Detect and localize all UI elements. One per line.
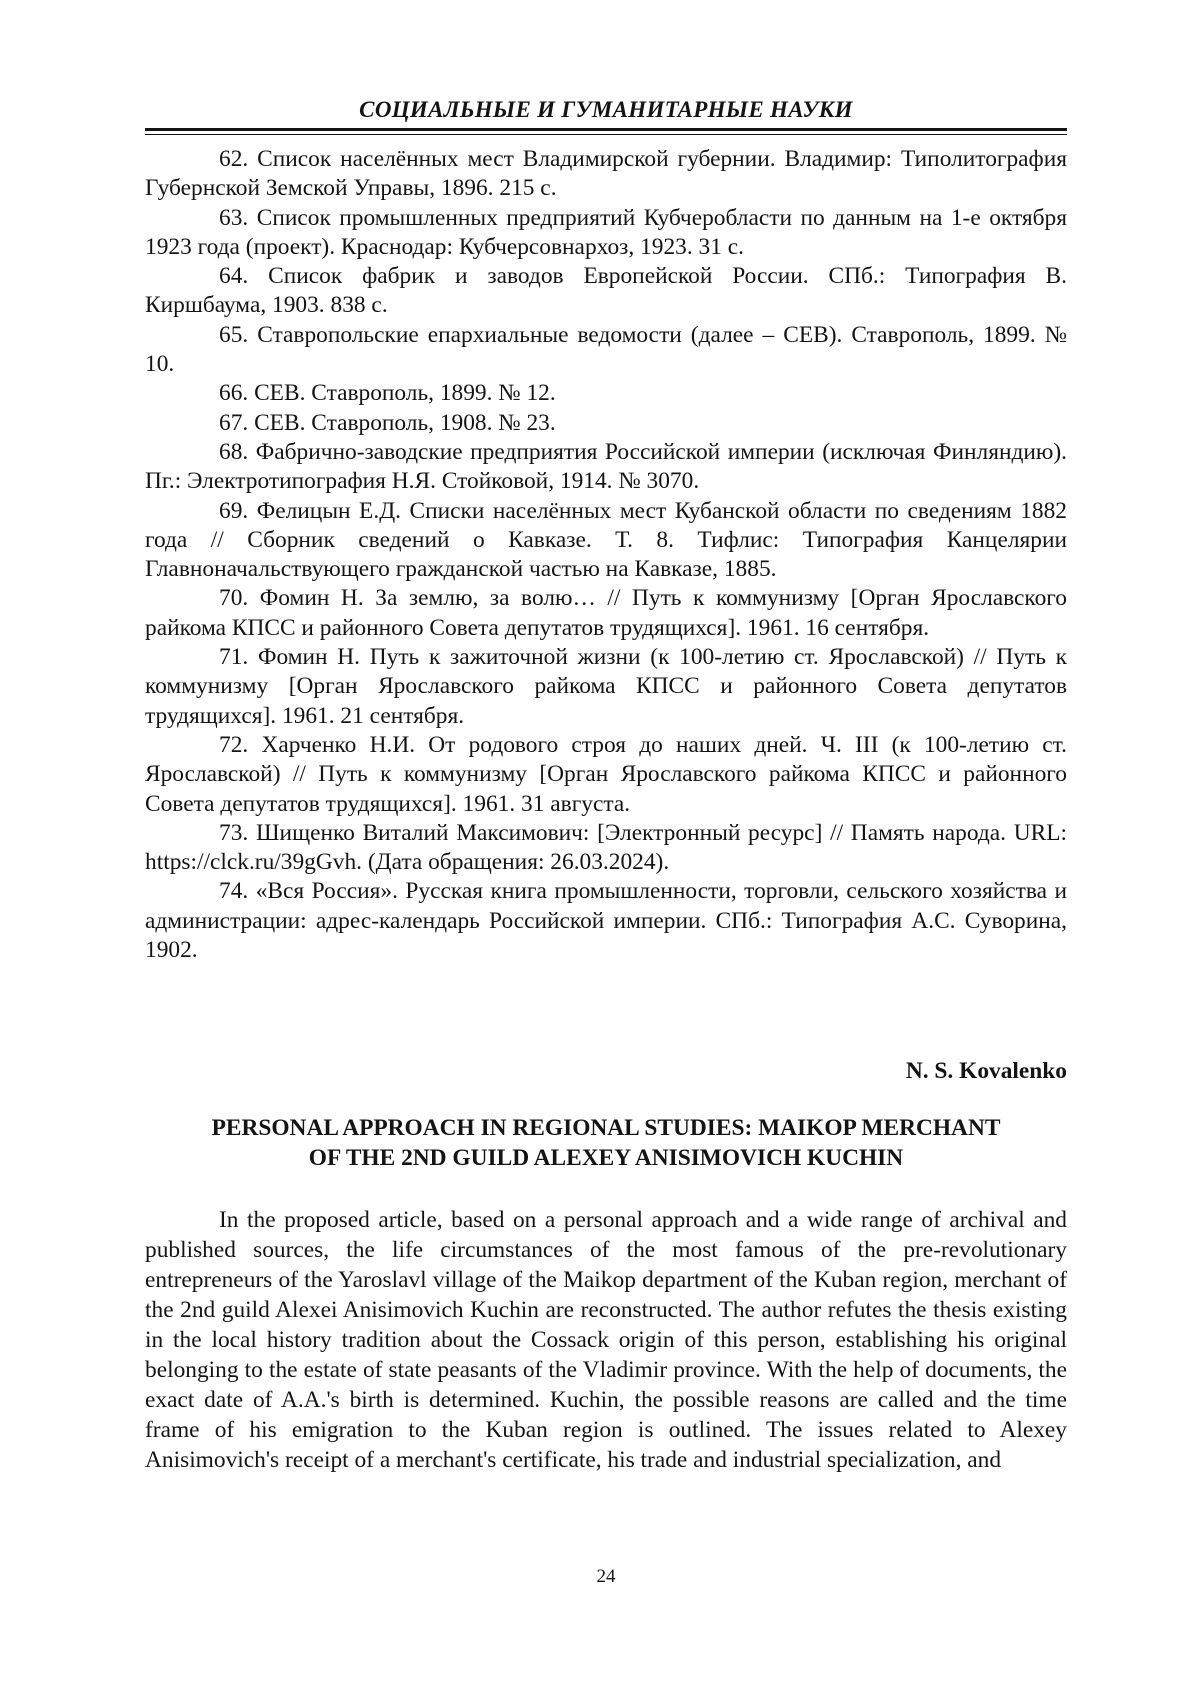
reference-item: 68. Фабрично-заводские предприятия Российской империи (исключая Финляндию). Пг.: Электротипография Н.Я. Стойковой, 1914. № 3070.: [145, 438, 1067, 495]
reference-item: 74. «Вся Россия». Русская книга промышленности, торговли, сельского хозяйства и администрации: адрес-календарь Российской империи. СПб.: Типография А.С. Суворина, 1902.: [145, 878, 1067, 964]
reference-item: 63. Список промышленных предприятий Кубчеробласти по данным на 1-е октября 1923 года (проект). Краснодар: Кубчерсовнархоз, 1923. 31 с.: [145, 204, 1067, 260]
article-abstract: In the proposed article, based on a personal approach and a wide range of archival and published sources, the life circumstances of the most famous of the pre-revolutionary entrepreneurs of the Yaroslavl village of the Maikop department of the Kuban region, merchant of the 2nd guild Alexei Anisimovich Kuchin are reconstructed. The author refutes the thesis existing in the local history tradition about the Cossack origin of this person, establishing his original belonging to the estate of state peasants of the Vladimir province. With the help of documents, the exact date of A.A.'s birth is determined. Kuchin, the possible reasons are called and the time frame of his emigration to the Kuban region is outlined. The issues related to Alexey Anisimovich's receipt of a merchant's certificate, his trade and industrial specialization, and: [145, 1207, 1067, 1473]
article-author: N. S. Kovalenko: [905, 1058, 1067, 1084]
running-head: СОЦИАЛЬНЫЕ И ГУМАНИТАРНЫЕ НАУКИ: [359, 97, 853, 122]
reference-item: 66. СЕВ. Ставрополь, 1899. № 12.: [219, 380, 556, 407]
reference-item: 72. Харченко Н.И. От родового строя до наших дней. Ч. III (к 100-летию ст. Ярославской) // Путь к коммунизму [Орган Ярославского райкома КПСС и районного Совета депутатов трудящихся]. 1961. 31 августа.: [145, 731, 1067, 817]
reference-item: 73. Шищенко Виталий Максимович: [Электронный ресурс] // Память народа. URL: https://clck.ru/39gGvh. (Дата обращения: 26.03.2024).: [145, 819, 1067, 876]
header-rule-thin: [145, 134, 1067, 135]
header-rule-thick: [145, 128, 1067, 131]
reference-item: 67. СЕВ. Ставрополь, 1908. № 23.: [219, 409, 556, 436]
reference-item: 64. Список фабрик и заводов Европейской России. СПб.: Типография В. Киршбаума, 1903. 838 с.: [145, 263, 1067, 319]
reference-list: [145, 145, 1067, 965]
reference-item: 71. Фомин Н. Путь к зажиточной жизни (к 100-летию ст. Ярославской) // Путь к коммунизму [Орган Ярославского райкома КПСС и районного Совета депутатов трудящихся]. 1961. 21 сентября.: [145, 644, 1067, 729]
reference-item: 62. Список населённых мест Владимирской губернии. Владимир: Типолитография Губернской Земской Управы, 1896. 215 с.: [145, 146, 1067, 202]
reference-item: 70. Фомин Н. За землю, за волю… // Путь к коммунизму [Орган Ярославского райкома КПСС и районного Совета депутатов трудящихся]. 1961. 16 сентября.: [145, 585, 1067, 641]
article-title: [145, 1113, 1067, 1173]
article-title-line: PERSONAL APPROACH IN REGIONAL STUDIES: MAIKOP MERCHANT: [211, 1115, 1001, 1141]
reference-item: 65. Ставропольские епархиальные ведомости (далее – СЕВ). Ставрополь, 1899. № 10.: [145, 321, 1067, 378]
reference-item: 69. Фелицын Е.Д. Списки населённых мест Кубанской области по сведениям 1882 года // Сборник сведений о Кавказе. Т. 8. Тифлис: Типография Канцелярии Главноначальствующего гражданской частью на Кавказе, 1885.: [145, 497, 1067, 583]
page-number: 24: [596, 1566, 616, 1587]
article-title-line: OF THE 2ND GUILD ALEXEY ANISIMOVICH KUCHIN: [308, 1145, 904, 1171]
